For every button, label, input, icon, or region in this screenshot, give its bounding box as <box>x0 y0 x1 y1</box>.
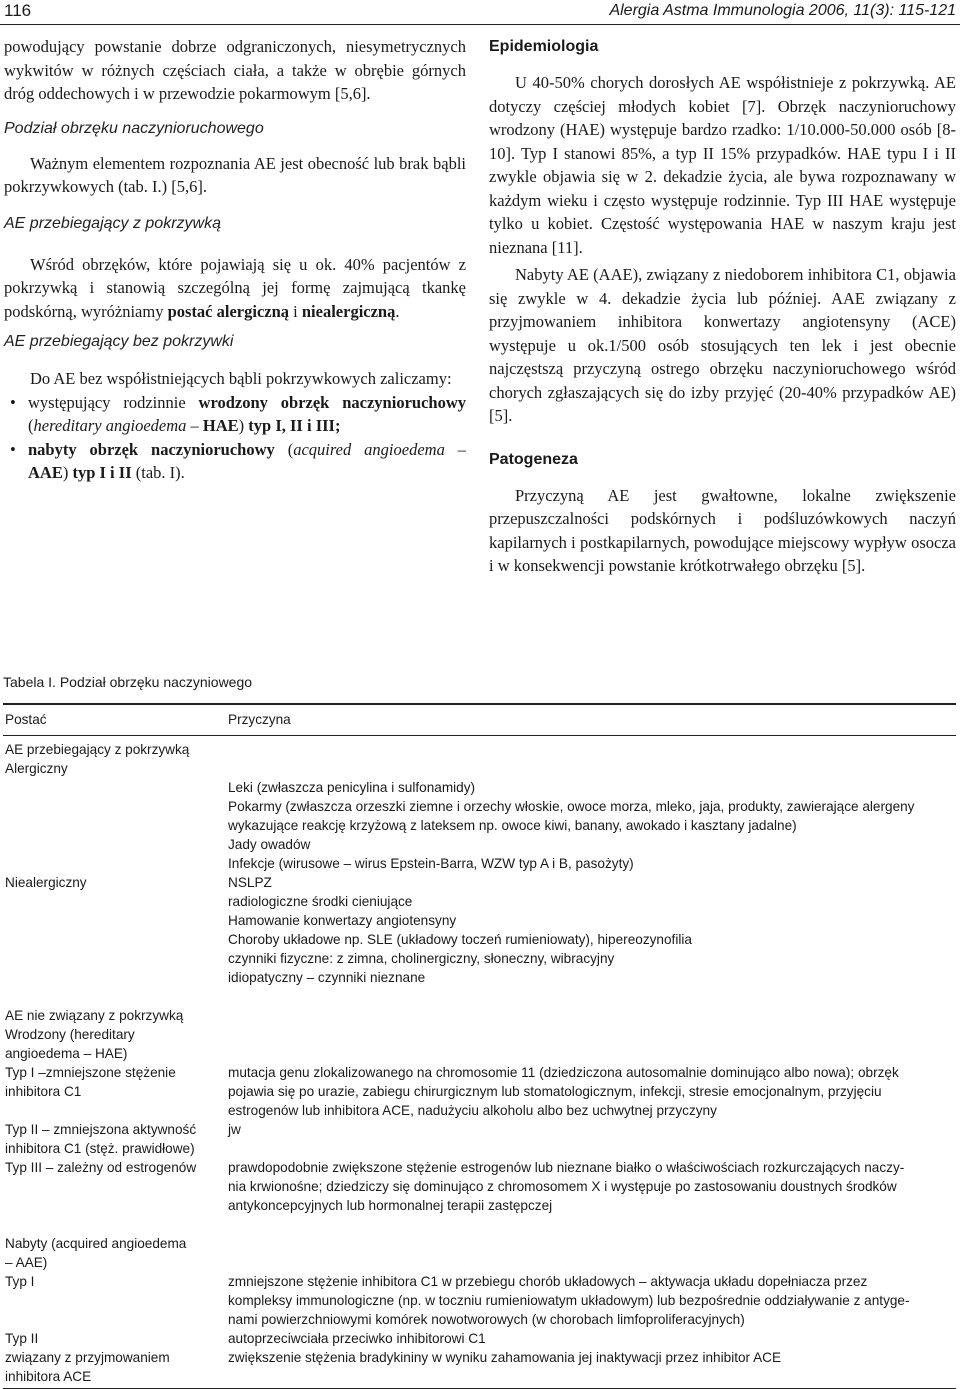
cell-form: Niealergiczny <box>5 875 87 890</box>
cell-form: inhibitora ACE <box>5 1369 92 1384</box>
cell-form <box>5 797 227 816</box>
page-number: 116 <box>4 1 32 20</box>
cell-form: związany z przyjmowaniem <box>5 1350 170 1365</box>
table-row <box>5 1291 956 1310</box>
paragraph: Nabyty AE (AAE), związany z niedoborem inhibitora C1, objawia się zwykle w 4. dekadzie życia lub później. AAE związany z przyjmowaniem inhibitora konwertazy angiotensyny (ACE) występuje u ok.1/500 osób stosujących ten lek i jest obecnie najczęstszą przyczyną ostrego obrzęku naczynioruchowego wśród chorych zgłaszających się do izby przyjęć (20-40% przypadków AE) [5]. <box>489 265 956 425</box>
table-row <box>5 1044 956 1063</box>
cell-form: Alergiczny <box>5 761 68 776</box>
section-heading: Epidemiologia <box>489 38 599 55</box>
cell-form <box>5 968 227 987</box>
table-row <box>5 1234 956 1253</box>
cell-cause: zwiększenie stężenia bradykininy w wyniku zahamowania jej inaktywacji przez inhibitor ACE <box>228 1350 782 1365</box>
cell-form: Wrodzony (hereditary <box>5 1027 135 1042</box>
cell-cause: wykazujące reakcję krzyżową z lateksem np. owoce kiwi, banany, awokado i kasztany jadalne) <box>228 818 797 833</box>
table-row <box>5 1272 956 1291</box>
left-column <box>4 35 466 485</box>
table-caption: Tabela I. Podział obrzęku naczyniowego <box>3 674 253 690</box>
cell-cause: jw <box>228 1122 241 1137</box>
cell-form <box>5 835 227 854</box>
cell-cause <box>227 1044 956 1063</box>
table-row <box>5 1158 956 1177</box>
cell-form: angioedema – HAE) <box>5 1046 128 1061</box>
cell-cause: nami powierzchniowymi komórek nowotworowych (w chorobach limfoproliferacyjnych) <box>228 1312 745 1327</box>
cell-form <box>5 1177 227 1196</box>
table-row <box>5 968 956 987</box>
table-row <box>5 1348 956 1367</box>
list-item: • występujący rodzinnie wrodzony obrzęk naczynioruchowy (hereditary angioedema – HAE) typ I, II i III; <box>4 391 466 438</box>
cell-cause: mutacja genu zlokalizowanego na chromosomie 11 (dziedziczona autosomalnie dominująco albo nowa); obrzęk <box>228 1065 899 1080</box>
cell-form <box>5 949 227 968</box>
cell-cause <box>227 1139 956 1158</box>
paragraph: powodujący powstanie dobrze odgraniczonych, niesymetrycznych wykwitów w różnych częściach ciała, a także w obrębie górnych dróg oddechowych i w przewodzie pokarmowym [5,6]. <box>4 37 466 103</box>
cell-cause: pojawia się po urazie, zabiegu chirurgicznym lub stomatologicznym, infekcji, stresie emocjonalnym, przyjęciu <box>228 1084 882 1099</box>
cell-cause: estrogenów lub inhibitora ACE, nadużyciu alkoholu albo bez uchwytnej przyczyny <box>228 1103 717 1118</box>
cell-cause: NSLPZ <box>228 875 272 890</box>
table-row <box>5 1177 956 1196</box>
table-row <box>5 797 956 816</box>
table-row <box>5 778 956 797</box>
cell-form: inhibitora C1 (stęż. prawidłowe) <box>5 1141 195 1156</box>
cell-cause <box>227 1025 956 1044</box>
cell-form: Typ III – zależny od estrogenów <box>5 1160 197 1175</box>
cell-form <box>5 1291 227 1310</box>
table-header <box>3 703 956 736</box>
cell-form <box>5 778 227 797</box>
table-row <box>5 873 956 892</box>
table-row <box>5 930 956 949</box>
column-header: Postać <box>5 712 47 727</box>
cell-cause: czynniki fizyczne: z zimna, cholinergiczny, słoneczny, wibracyjny <box>228 951 615 966</box>
table-row <box>5 835 956 854</box>
classification-table <box>3 703 956 1389</box>
cell-cause: Jady owadów <box>228 837 311 852</box>
cell-form <box>5 816 227 835</box>
cell-cause: kompleksy immunologiczne (np. w toczniu rumieniowatym układowym) lub bezpośrednie oddziaływanie z antyge- <box>228 1293 910 1308</box>
paragraph: Ważnym elementem rozpoznania AE jest obecność lub brak bąbli pokrzywkowych (tab. I.) [5,6]. <box>4 153 466 196</box>
right-column <box>489 35 956 578</box>
table-row <box>5 759 956 778</box>
column-header: Przyczyna <box>228 712 291 727</box>
cell-form <box>5 854 227 873</box>
cell-cause: idiopatyczny – czynniki nieznane <box>228 970 426 985</box>
cell-form <box>5 892 227 911</box>
cell-form: inhibitora C1 <box>5 1084 82 1099</box>
cell-form <box>5 1101 227 1120</box>
table-row <box>5 816 956 835</box>
cell-cause: prawdopodobnie zwiększone stężenie estrogenów lub nieznane białko o właściwościach rozkurczających naczy- <box>228 1160 905 1175</box>
table-row <box>5 1329 956 1348</box>
section-heading: AE przebiegający z pokrzywką <box>4 214 221 232</box>
cell-form <box>5 1310 227 1329</box>
table-row <box>5 1101 956 1120</box>
table-row <box>5 1139 956 1158</box>
table-row <box>5 911 956 930</box>
table-row <box>5 740 956 759</box>
table-row <box>5 892 956 911</box>
cell-form: Typ II <box>5 1331 39 1346</box>
cell-form <box>5 930 227 949</box>
cell-form: AE nie związany z pokrzywką <box>5 1008 184 1023</box>
cell-cause: Hamowanie konwertazy angiotensyny <box>228 913 457 928</box>
cell-form: – AAE) <box>5 1255 48 1270</box>
cell-form: AE przebiegający z pokrzywką <box>5 742 190 757</box>
section-heading: AE przebiegający bez pokrzywki <box>4 333 234 350</box>
section-heading: Podział obrzęku naczynioruchowego <box>4 119 264 137</box>
cell-cause: Pokarmy (zwłaszcza orzeszki ziemne i orzechy włoskie, owoce morza, mleko, jaja, produkty, zawierające alergeny <box>228 799 915 814</box>
cell-cause: antykoncepcyjnych lub hormonalnej terapii zastępczej <box>228 1198 553 1213</box>
table-row <box>5 1120 956 1139</box>
page-header <box>0 0 960 25</box>
cell-form: Nabyty (acquired angioedema <box>5 1236 187 1251</box>
paragraph: U 40-50% chorych dorosłych AE współistnieje z pokrzywką. AE dotyczy częściej młodych kobiet [7]. Obrzęk naczynioruchowy wrodzony (HAE) występuje bardzo rzadko: 1/10.000-50.000 osób [8-10]. Typ I stanowi 85%, a typ II 15% przypadków. HAE typu I i II zwykle objawia się w 2. dekadzie życia, ale bywa rozpoznawany w każdym wieku i często występuje rodzinnie. Typ III HAE występuje tylko u kobiet. Częstość występowania HAE w naszym kraju jest nieznana [11]. <box>489 73 956 257</box>
journal-citation: Alergia Astma Immunologia 2006, 11(3): 115-121 <box>609 2 956 19</box>
table-body <box>3 740 956 1386</box>
section-heading: Patogeneza <box>489 450 578 468</box>
table-row <box>5 949 956 968</box>
cell-cause: autoprzeciwciała przeciwko inhibitorowi C1 <box>228 1331 486 1346</box>
table-row <box>5 1006 956 1025</box>
table-row <box>5 1082 956 1101</box>
paragraph: Do AE bez współistniejących bąbli pokrzywkowych zaliczamy: <box>30 369 452 388</box>
paragraph: Przyczyną AE jest gwałtowne, lokalne zwiększenie przepuszczalności podskórnych i podśluzówkowych naczyń kapilarnych i postkapilarnych, powodujące miejscowy wypływ osocza i w konsekwencji powstanie krótkotrwałego obrzęku [5]. <box>489 485 956 575</box>
table-row <box>5 1196 956 1215</box>
table-row <box>5 854 956 873</box>
cell-form: Typ I –zmniejszone stężenie <box>5 1065 176 1080</box>
table-row <box>5 1025 956 1044</box>
cell-form <box>5 1196 227 1215</box>
cell-form: Typ II – zmniejszona aktywność <box>5 1122 197 1137</box>
list-item: • nabyty obrzęk naczynioruchowy (acquired angioedema – AAE) typ I i II (tab. I). <box>4 438 466 485</box>
cell-cause <box>227 1006 956 1025</box>
cell-cause: Infekcje (wirusowe – wirus Epstein-Barra, WZW typ A i B, pasożyty) <box>228 856 634 871</box>
cell-cause: radiologiczne środki cieniujące <box>228 894 413 909</box>
bullet-list <box>4 391 466 485</box>
table-row <box>5 1367 956 1386</box>
cell-cause <box>227 1253 956 1272</box>
paragraph: Wśród obrzęków, które pojawiają się u ok. 40% pacjentów z pokrzywką i stanowią szczególną jej formę zajmującą tkankę podskórną, wyróżniamy postać alergiczną i niealergiczną. <box>4 254 466 321</box>
cell-cause: Leki (zwłaszcza penicylina i sulfonamidy) <box>228 780 476 795</box>
cell-cause <box>227 1234 956 1253</box>
table-row <box>5 1310 956 1329</box>
table-row <box>5 1063 956 1082</box>
cell-form <box>5 911 227 930</box>
cell-cause: Choroby układowe np. SLE (układowy toczeń rumieniowaty), hipereozynofilia <box>228 932 692 947</box>
cell-cause: nia krwionośne; dziedziczy się dominująco z chromosomem X i występuje po zastosowaniu doustnych środków <box>228 1179 897 1194</box>
cell-cause <box>227 759 956 778</box>
table-row <box>5 1253 956 1272</box>
cell-form: Typ I <box>5 1274 35 1289</box>
cell-cause <box>227 1367 956 1386</box>
cell-cause: zmniejszone stężenie inhibitora C1 w przebiegu chorób układowych – aktywacja układu dopełniacza przez <box>228 1274 868 1289</box>
cell-cause <box>227 740 956 759</box>
